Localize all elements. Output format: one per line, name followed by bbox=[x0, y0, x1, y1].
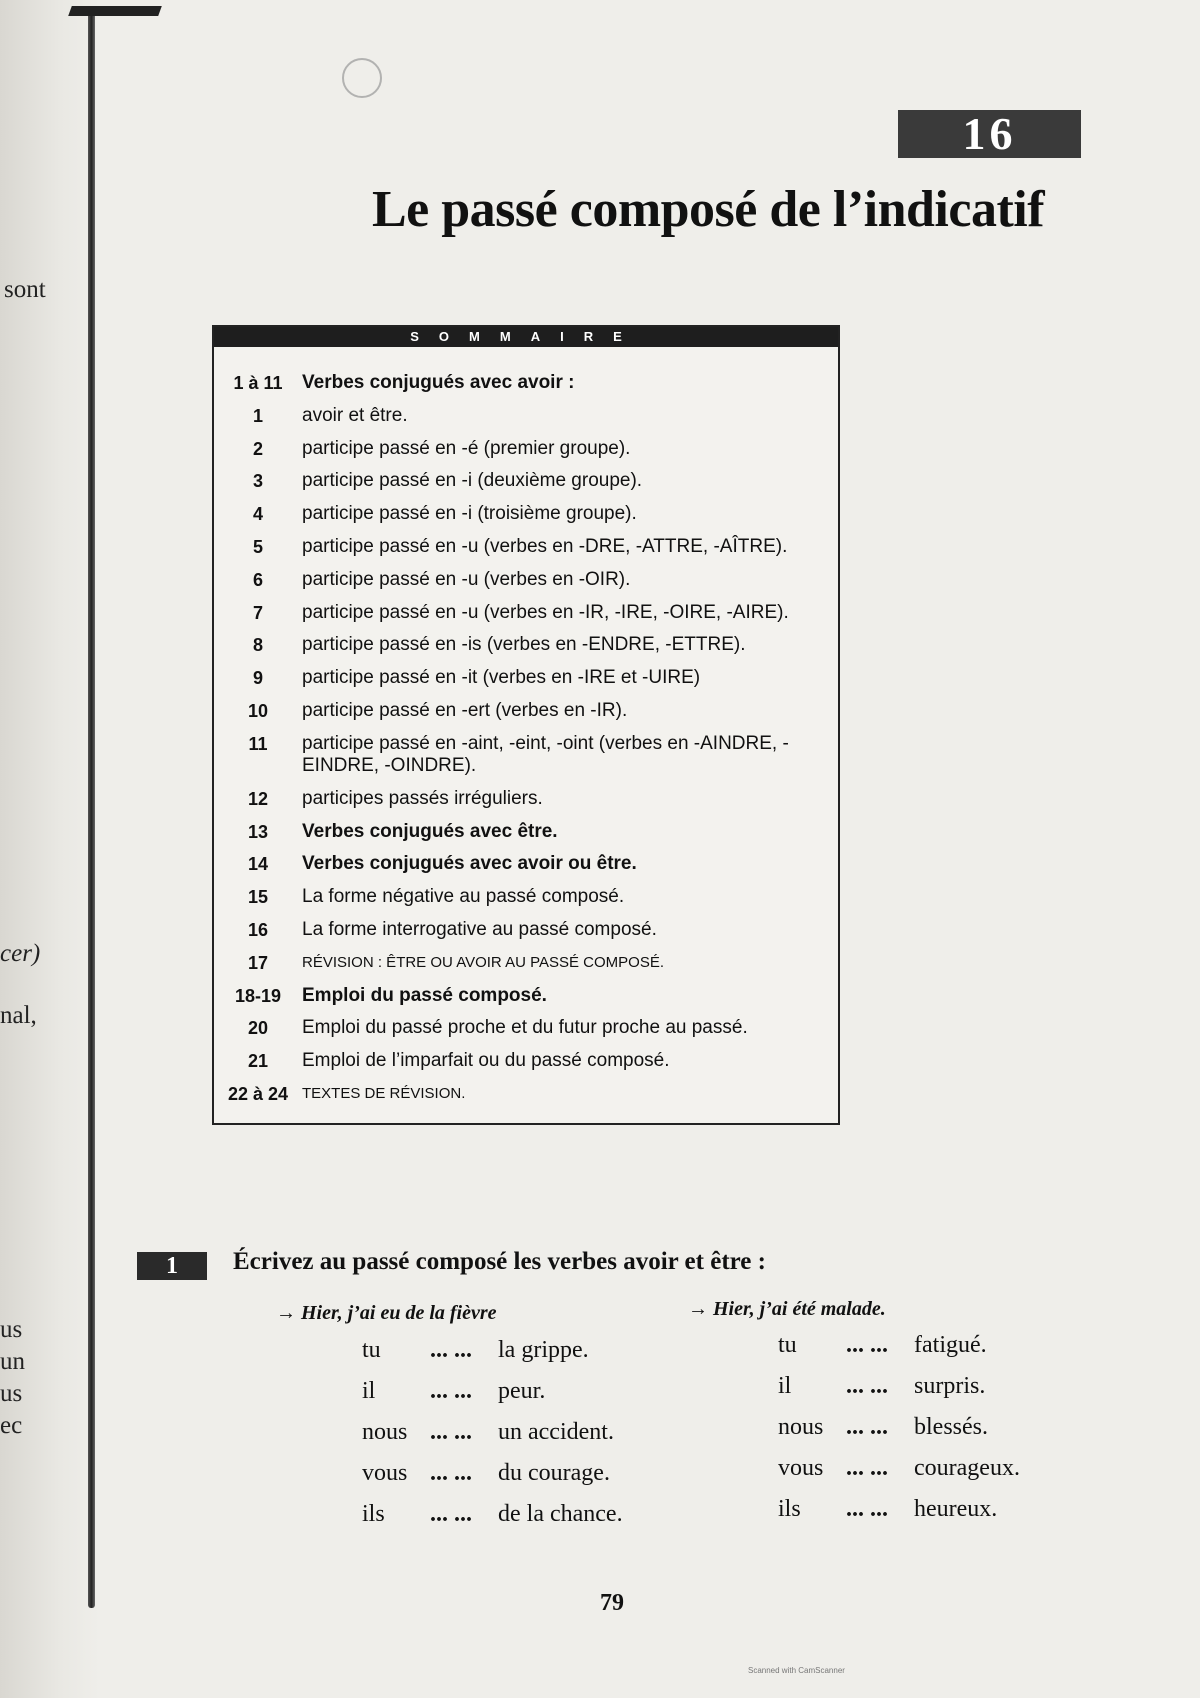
punch-hole bbox=[342, 58, 382, 98]
summary-item-number: 16 bbox=[247, 919, 269, 940]
summary-item bbox=[214, 848, 838, 881]
blank-dots[interactable]: ... ... bbox=[846, 1455, 888, 1481]
chapter-number-badge: 16 bbox=[898, 110, 1081, 158]
conjugation-row bbox=[778, 1407, 1020, 1448]
summary-item bbox=[214, 695, 838, 728]
scanner-watermark: Scanned with CamScanner bbox=[748, 1666, 845, 1675]
completion: un accident. bbox=[498, 1419, 614, 1445]
summary-item-number: 7 bbox=[252, 602, 263, 623]
summary-item-number: 14 bbox=[247, 854, 269, 875]
blank-dots[interactable]: ... ... bbox=[846, 1332, 888, 1358]
conjugation-row bbox=[362, 1453, 623, 1494]
summary-item-text: participe passé en -ert (verbes en -IR). bbox=[302, 699, 628, 721]
blank-dots[interactable]: ... ... bbox=[846, 1373, 888, 1399]
summary-item-text: participe passé en -i (deuxième groupe). bbox=[302, 470, 643, 492]
summary-item bbox=[214, 947, 838, 980]
exercise-number-badge: 1 bbox=[137, 1252, 207, 1280]
margin-fragment: un bbox=[0, 1348, 25, 1375]
conjugation-right-column bbox=[778, 1325, 1020, 1530]
conjugation-row bbox=[362, 1371, 623, 1412]
completion: du courage. bbox=[498, 1460, 610, 1486]
summary-item bbox=[214, 728, 838, 783]
exercise-instruction: Écrivez au passé composé les verbes avoir et être : bbox=[233, 1248, 766, 1275]
summary-item bbox=[214, 433, 838, 466]
summary-item-text: participe passé en -u (verbes en -IR, -IRE, -OIRE, -AIRE). bbox=[302, 601, 789, 623]
summary-item-text: avoir et être. bbox=[302, 404, 408, 426]
summary-item-text: participe passé en -i (troisième groupe). bbox=[302, 503, 637, 525]
summary-item-text: La forme interrogative au passé composé. bbox=[302, 918, 657, 940]
summary-item-number: 20 bbox=[247, 1018, 269, 1039]
margin-fragment: nal, bbox=[0, 1002, 37, 1029]
summary-item bbox=[214, 881, 838, 914]
conjugation-row bbox=[362, 1494, 623, 1535]
summary-item-number: 22 à 24 bbox=[227, 1083, 289, 1104]
margin-fragment: ec bbox=[0, 1412, 23, 1439]
blank-dots[interactable]: ... ... bbox=[430, 1460, 472, 1486]
conjugation-row bbox=[778, 1448, 1020, 1489]
completion: blessés. bbox=[914, 1414, 988, 1440]
summary-item-text: Verbes conjugués avec avoir : bbox=[302, 372, 575, 393]
summary-item bbox=[214, 980, 838, 1013]
summary-item-number: 2 bbox=[252, 438, 263, 459]
summary-item bbox=[214, 465, 838, 498]
previous-page-edge bbox=[0, 0, 100, 1698]
summary-item-text: La forme négative au passé composé. bbox=[302, 886, 625, 908]
summary-item-text: participe passé en -aint, -eint, -oint (verbes en -AINDRE, -EINDRE, -OINDRE). bbox=[302, 732, 789, 776]
summary-item-number: 12 bbox=[247, 788, 269, 809]
summary-item-text: participe passé en -is (verbes en -ENDRE, -ETTRE). bbox=[302, 634, 746, 656]
summary-item bbox=[214, 564, 838, 597]
summary-item-text: participe passé en -u (verbes en -OIR). bbox=[302, 568, 631, 590]
summary-item bbox=[214, 783, 838, 816]
summary-item-text: Emploi du passé composé. bbox=[302, 984, 547, 1006]
summary-item bbox=[214, 1078, 838, 1111]
conjugation-row bbox=[362, 1330, 623, 1371]
summary-item-number: 1 bbox=[252, 405, 263, 426]
completion: de la chance. bbox=[498, 1501, 623, 1527]
summary-item bbox=[214, 531, 838, 564]
pronoun: tu bbox=[778, 1332, 797, 1358]
pronoun: il bbox=[778, 1373, 792, 1399]
conjugation-left-column bbox=[362, 1330, 623, 1535]
completion: heureux. bbox=[914, 1496, 998, 1522]
completion: peur. bbox=[498, 1378, 546, 1404]
margin-fragment: us bbox=[0, 1380, 23, 1407]
pronoun: nous bbox=[362, 1419, 408, 1445]
pronoun: tu bbox=[362, 1337, 381, 1363]
completion: la grippe. bbox=[498, 1337, 589, 1363]
summary-item-number: 6 bbox=[252, 569, 263, 590]
summary-item-text: Emploi du passé proche et du futur proche au passé. bbox=[302, 1017, 748, 1039]
example-right: → Hier, j’ai été malade. bbox=[688, 1298, 886, 1320]
summary-list bbox=[214, 347, 838, 1111]
blank-dots[interactable]: ... ... bbox=[846, 1496, 888, 1522]
summary-item-number: 4 bbox=[252, 504, 263, 525]
summary-item bbox=[214, 816, 838, 849]
summary-item-text: participes passés irréguliers. bbox=[302, 787, 543, 809]
summary-item bbox=[214, 400, 838, 433]
summary-item-number: 15 bbox=[247, 887, 269, 908]
completion: courageux. bbox=[914, 1455, 1020, 1481]
summary-item-text: Verbes conjugués avec être. bbox=[302, 820, 558, 842]
summary-item-number: 10 bbox=[247, 700, 269, 721]
conjugation-row bbox=[778, 1325, 1020, 1366]
margin-fragment: sont bbox=[4, 276, 46, 303]
example-left: → Hier, j’ai eu de la fièvre bbox=[276, 1302, 497, 1324]
summary-item bbox=[214, 662, 838, 695]
summary-item-text: participe passé en -u (verbes en -DRE, -ATTRE, -AÎTRE). bbox=[302, 535, 788, 557]
summary-item-number: 18-19 bbox=[234, 985, 282, 1006]
summary-item bbox=[214, 629, 838, 662]
summary-item-number: 5 bbox=[252, 536, 263, 557]
blank-dots[interactable]: ... ... bbox=[430, 1337, 472, 1363]
margin-fragment: cer) bbox=[0, 940, 41, 967]
pronoun: ils bbox=[778, 1496, 801, 1522]
summary-item-number: 21 bbox=[247, 1051, 269, 1072]
summary-item-text: participe passé en -é (premier groupe). bbox=[302, 437, 631, 459]
blank-dots[interactable]: ... ... bbox=[430, 1501, 472, 1527]
page-title: Le passé composé de l’indicatif bbox=[372, 181, 1045, 238]
conjugation-row bbox=[778, 1366, 1020, 1407]
blank-dots[interactable]: ... ... bbox=[846, 1414, 888, 1440]
summary-item bbox=[214, 597, 838, 630]
summary-item bbox=[214, 914, 838, 947]
summary-item-number: 13 bbox=[247, 821, 269, 842]
page-number: 79 bbox=[600, 1590, 624, 1616]
summary-item-number: 8 bbox=[252, 635, 263, 656]
blank-dots[interactable]: ... ... bbox=[430, 1419, 472, 1445]
pronoun: il bbox=[362, 1378, 376, 1404]
pronoun: nous bbox=[778, 1414, 824, 1440]
margin-fragment: us bbox=[0, 1316, 23, 1343]
summary-item-number: 3 bbox=[252, 471, 263, 492]
summary-item-number: 9 bbox=[252, 668, 263, 689]
summary-item-text: RÉVISION : ÊTRE OU AVOIR AU PASSÉ COMPOSÉ. bbox=[302, 953, 665, 971]
summary-item-number: 1 à 11 bbox=[233, 373, 283, 393]
pronoun: ils bbox=[362, 1501, 385, 1527]
conjugation-row bbox=[362, 1412, 623, 1453]
completion: fatigué. bbox=[914, 1332, 987, 1358]
summary-item bbox=[214, 367, 838, 400]
summary-box bbox=[212, 325, 840, 1125]
summary-item bbox=[214, 1012, 838, 1045]
summary-item bbox=[214, 1045, 838, 1078]
blank-dots[interactable]: ... ... bbox=[430, 1378, 472, 1404]
summary-item bbox=[214, 498, 838, 531]
summary-item-number: 17 bbox=[247, 952, 269, 973]
book-binding bbox=[88, 8, 95, 1608]
summary-header: SOMMAIRE bbox=[214, 327, 838, 347]
pronoun: vous bbox=[362, 1460, 408, 1486]
summary-item-text: TEXTES DE RÉVISION. bbox=[302, 1084, 466, 1102]
pronoun: vous bbox=[778, 1455, 824, 1481]
summary-item-text: Emploi de l’imparfait ou du passé composé. bbox=[302, 1050, 670, 1072]
summary-item-text: participe passé en -it (verbes en -IRE et -UIRE) bbox=[302, 667, 701, 689]
completion: surpris. bbox=[914, 1373, 986, 1399]
summary-item-number: 11 bbox=[248, 733, 268, 754]
summary-item-text: Verbes conjugués avec avoir ou être. bbox=[302, 853, 637, 875]
conjugation-row bbox=[778, 1489, 1020, 1530]
binding-top-edge bbox=[68, 6, 162, 16]
